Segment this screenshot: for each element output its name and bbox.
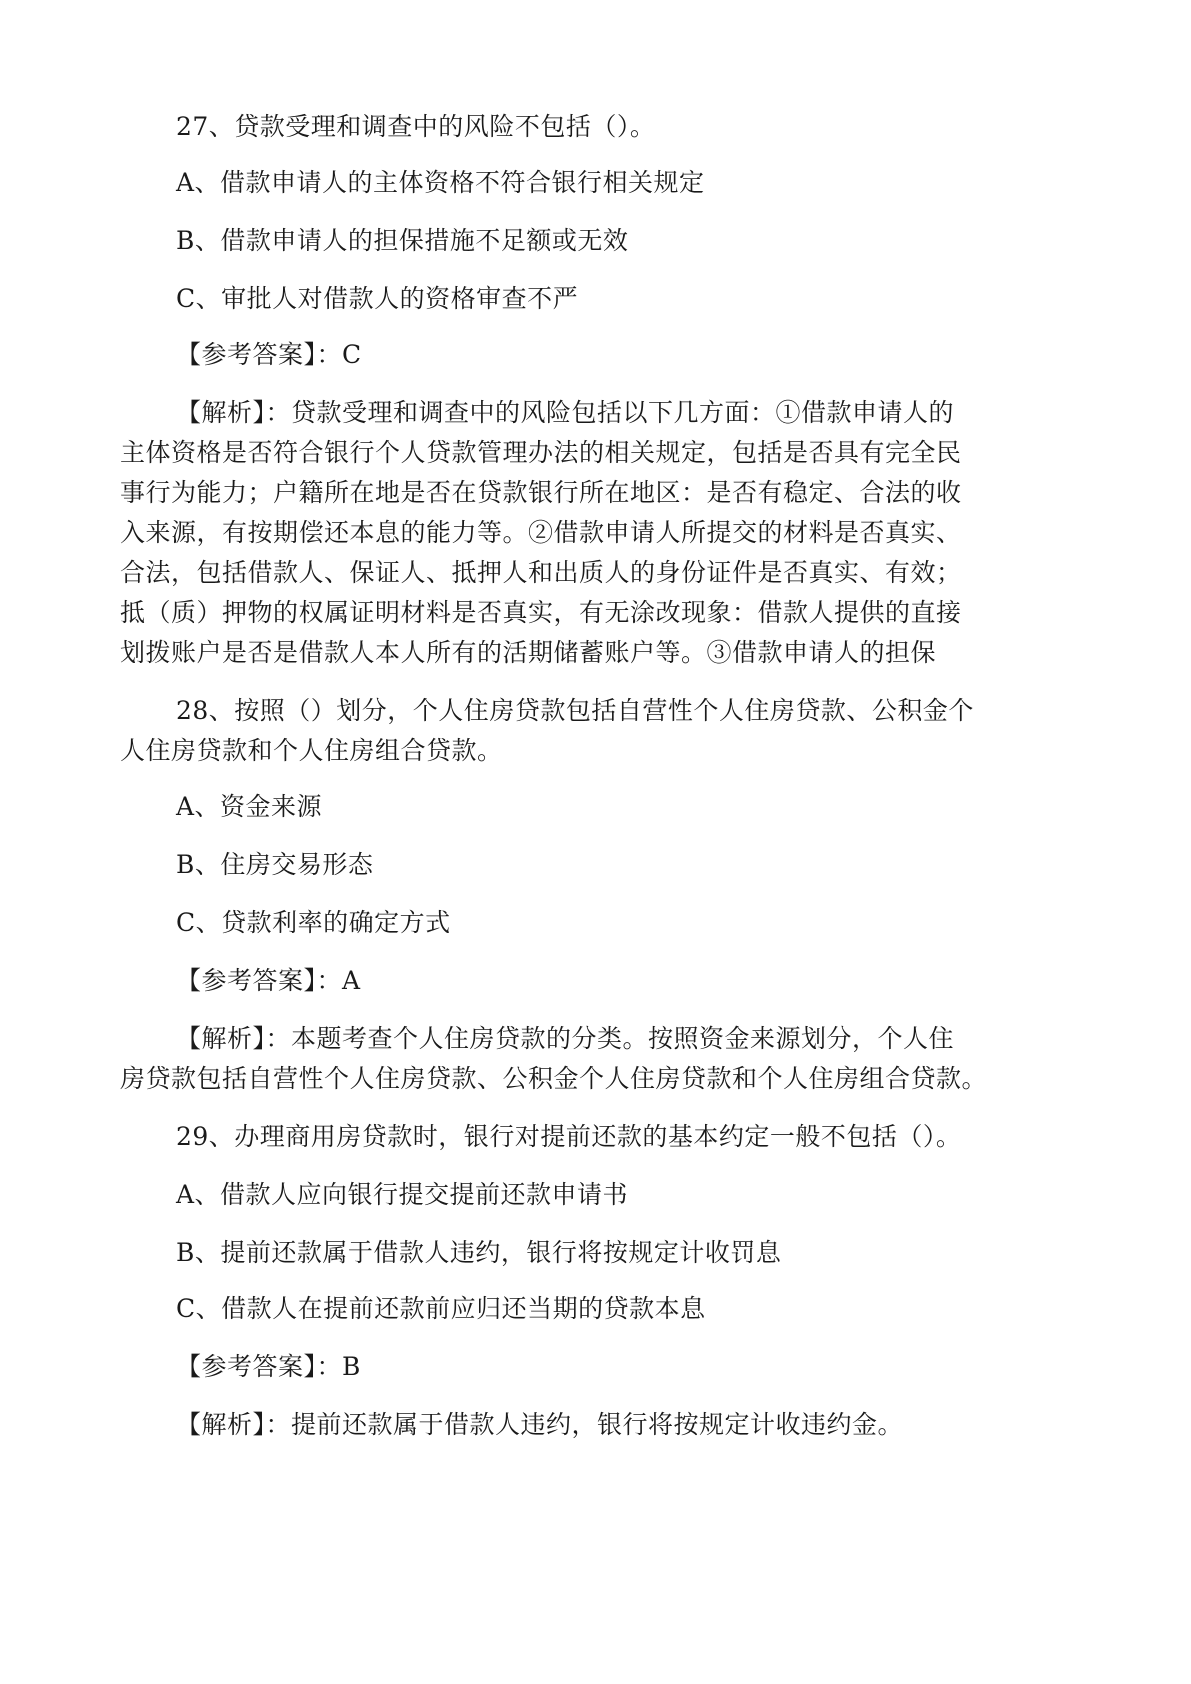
question-28-stem-cont: 人住房贷款和个人住房组合贷款。 [120, 736, 503, 765]
question-27-analysis-line: 划拨账户是否是借款人本人所有的活期储蓄账户等。③借款申请人的担保 [120, 638, 937, 667]
question-28-option-b: B、住房交易形态 [176, 850, 374, 879]
question-28-answer: 【参考答案】：A [176, 966, 361, 995]
question-27-analysis-line: 入来源，有按期偿还本息的能力等。②借款申请人所提交的材料是否真实、 [120, 518, 962, 547]
question-27-analysis-line: 合法，包括借款人、保证人、抵押人和出质人的身份证件是否真实、有效； [120, 558, 962, 587]
question-28-option-a: A、资金来源 [176, 792, 323, 821]
question-29-option-c: C、借款人在提前还款前应归还当期的贷款本息 [176, 1294, 706, 1323]
question-29-option-a: A、借款人应向银行提交提前还款申请书 [176, 1180, 629, 1209]
question-27-analysis-line: 主体资格是否符合银行个人贷款管理办法的相关规定，包括是否具有完全民 [120, 438, 962, 467]
question-29-answer: 【参考答案】：B [176, 1352, 361, 1381]
question-29-stem: 29、办理商用房贷款时，银行对提前还款的基本约定一般不包括（）。 [176, 1122, 962, 1151]
question-27-option-b: B、借款申请人的担保措施不足额或无效 [176, 226, 629, 255]
question-27-analysis-line: 事行为能力；户籍所在地是否在贷款银行所在地区：是否有稳定、合法的收 [120, 478, 962, 507]
question-28-analysis-line: 房贷款包括自营性个人住房贷款、公积金个人住房贷款和个人住房组合贷款。 [120, 1064, 988, 1093]
question-28-stem: 28、按照（）划分，个人住房贷款包括自营性个人住房贷款、公积金个 [176, 696, 974, 725]
question-27-option-c: C、审批人对借款人的资格审查不严 [176, 284, 579, 313]
question-27-option-a: A、借款申请人的主体资格不符合银行相关规定 [176, 168, 705, 197]
question-27-analysis-line: 【解析】：贷款受理和调查中的风险包括以下几方面：①借款申请人的 [176, 398, 955, 427]
question-29-option-b: B、提前还款属于借款人违约，银行将按规定计收罚息 [176, 1238, 782, 1267]
question-29-analysis-line: 【解析】：提前还款属于借款人违约，银行将按规定计收违约金。 [176, 1410, 904, 1439]
question-27-stem: 27、贷款受理和调查中的风险不包括（）。 [176, 112, 656, 141]
question-28-option-c: C、贷款利率的确定方式 [176, 908, 451, 937]
question-28-analysis-line: 【解析】：本题考查个人住房贷款的分类。按照资金来源划分，个人住 [176, 1024, 955, 1053]
question-27-analysis-line: 抵（质）押物的权属证明材料是否真实，有无涂改现象：借款人提供的直接 [120, 598, 962, 627]
question-27-answer: 【参考答案】：C [176, 340, 362, 369]
